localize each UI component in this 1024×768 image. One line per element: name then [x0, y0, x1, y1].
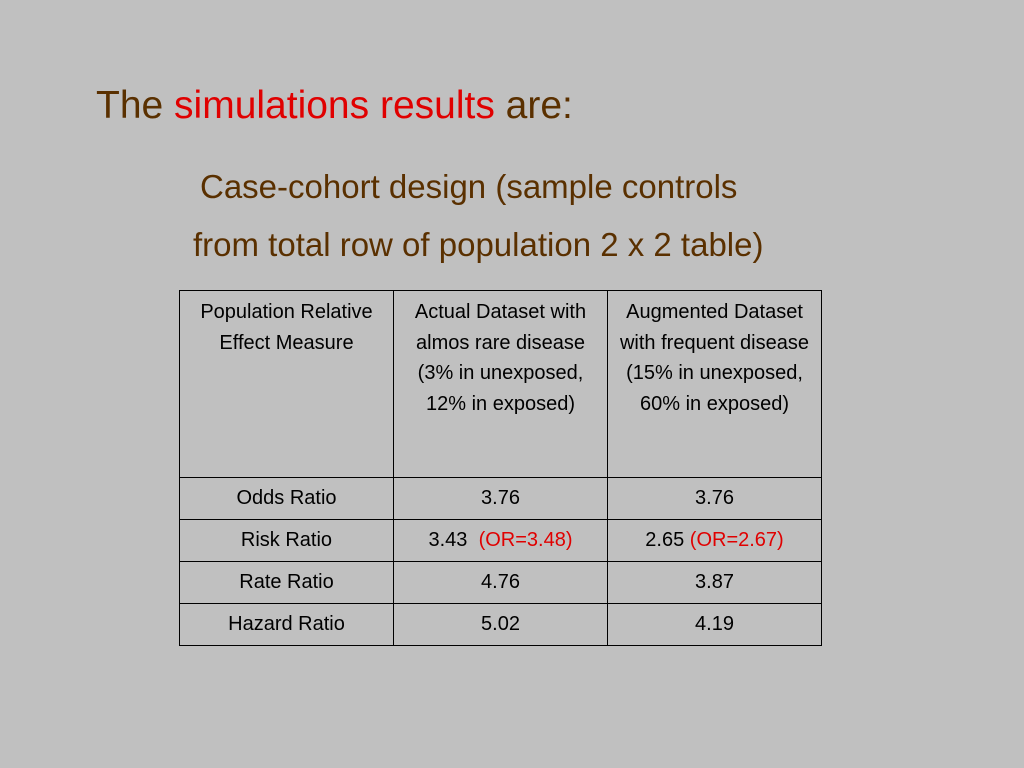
cell-actual: [394, 478, 608, 520]
cell-measure: Odds Ratio: [180, 478, 394, 520]
cell-augmented-value: 3.87: [695, 571, 734, 594]
cell-measure: Hazard Ratio: [180, 604, 394, 646]
cell-actual: [394, 604, 608, 646]
header-measure: Population Relative Effect Measure: [180, 291, 394, 478]
cell-augmented: [608, 520, 822, 562]
cell-actual: [394, 562, 608, 604]
cell-augmented: [608, 478, 822, 520]
cell-actual: [394, 520, 608, 562]
cell-augmented-value: 3.76: [695, 487, 734, 510]
cell-measure: Risk Ratio: [180, 520, 394, 562]
cell-actual-value: 5.02: [481, 613, 520, 636]
cell-actual-value: 3.43: [428, 529, 468, 552]
subtitle-line-1: Case-cohort design (sample controls: [200, 168, 738, 205]
table-row: [180, 604, 822, 646]
cell-augmented: [608, 604, 822, 646]
table-row: [180, 478, 822, 520]
cell-measure: Rate Ratio: [180, 562, 394, 604]
slide-subtitle: [190, 158, 890, 274]
subtitle-line-2: from total row of population 2 x 2 table): [193, 226, 764, 263]
title-suffix: are:: [505, 84, 573, 127]
table-header-row: [180, 291, 822, 478]
results-table: [179, 290, 822, 646]
cell-actual-value: 3.76: [481, 487, 520, 510]
header-actual-dataset: Actual Dataset with almos rare disease (3% in unexposed, 12% in exposed): [394, 291, 608, 478]
cell-augmented-note: (OR=2.67): [689, 529, 784, 552]
cell-augmented: [608, 562, 822, 604]
cell-actual-value: 4.76: [481, 571, 520, 594]
cell-augmented-value: 2.65: [645, 529, 685, 552]
table-row: [180, 562, 822, 604]
slide-title: [96, 84, 573, 128]
title-highlight: simulations results: [174, 84, 495, 127]
header-augmented-dataset: Augmented Dataset with frequent disease (15% in unexposed, 60% in exposed): [608, 291, 822, 478]
title-prefix: The: [96, 84, 164, 127]
table-row: [180, 520, 822, 562]
cell-augmented-value: 4.19: [695, 613, 734, 636]
cell-actual-note: (OR=3.48): [478, 529, 573, 552]
